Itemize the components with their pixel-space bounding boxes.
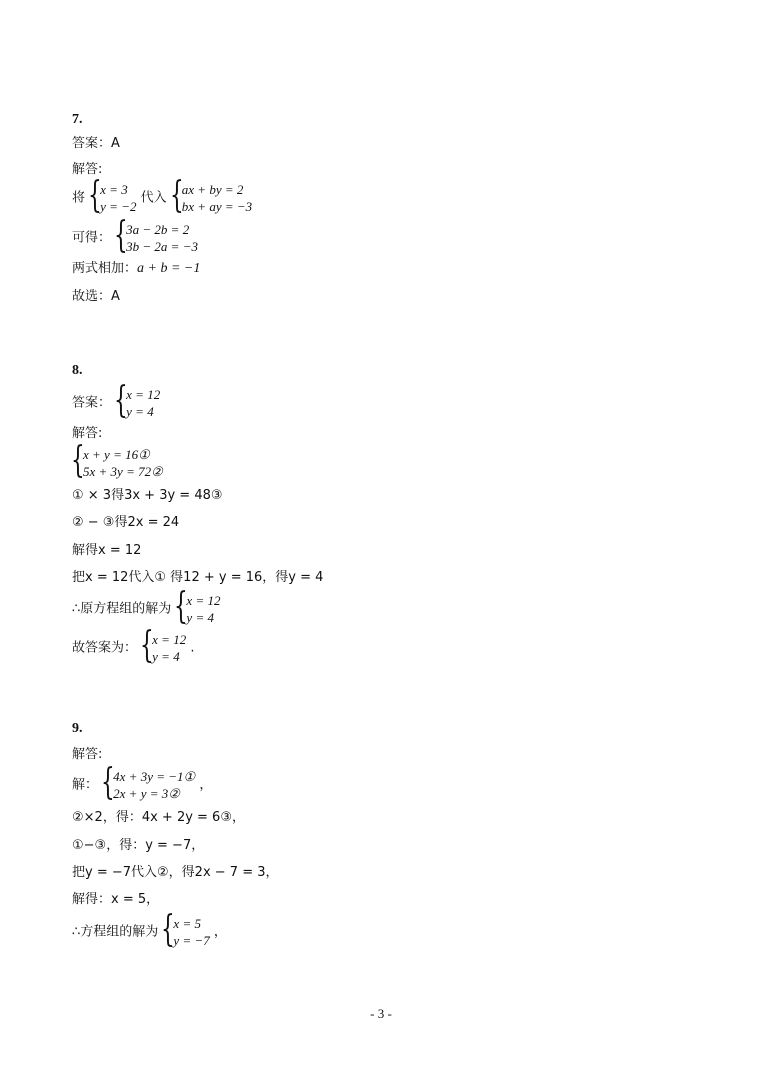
question-9-number: 9. bbox=[72, 721, 83, 736]
q9-step-3: 把y = −7代入②，得2x − 7 = 3， bbox=[72, 865, 279, 880]
q9-conclusion-prefix: ∴方程组的解为 bbox=[72, 924, 159, 940]
system-row: x = 12 bbox=[186, 593, 221, 608]
q7-result-prefix: 可得： bbox=[72, 230, 112, 246]
brace-icon: { bbox=[114, 380, 128, 421]
system-row: x = 12 bbox=[126, 387, 161, 402]
system-row: 3b − 2a = −3 bbox=[126, 239, 198, 254]
q7-sub-system bbox=[88, 175, 137, 216]
q7-sum-line bbox=[72, 261, 200, 277]
q9-conclusion-system bbox=[161, 909, 210, 950]
q8-answer-line bbox=[72, 380, 161, 421]
q7-sum-prefix: 两式相加： bbox=[72, 261, 138, 276]
system-row: y = −2 bbox=[100, 199, 137, 214]
system-row: x = 5 bbox=[173, 916, 201, 931]
q7-choice: 故选：A bbox=[72, 289, 120, 304]
system-row: y = 4 bbox=[152, 649, 180, 664]
system-row: y = 4 bbox=[126, 404, 154, 419]
system-row: ax + by = 2 bbox=[181, 182, 244, 197]
q9-solution-label: 解答: bbox=[72, 747, 103, 762]
system-row: x = 12 bbox=[152, 632, 187, 647]
q9-step-4: 解得：x = 5， bbox=[72, 892, 160, 907]
q9-equation-line bbox=[72, 762, 213, 803]
q8-equation-system bbox=[71, 440, 163, 481]
q7-sum-expr: a + b = −1 bbox=[137, 261, 201, 276]
question-8-number: 8. bbox=[72, 363, 83, 378]
q8-step-4: 把x = 12代入① 得12 + y = 16，得y = 4 bbox=[72, 570, 324, 585]
brace-icon: { bbox=[71, 440, 85, 481]
q9-eq-suffix: ， bbox=[199, 777, 213, 793]
q8-final-suffix: . bbox=[190, 640, 195, 656]
q8-conclusion-system bbox=[174, 586, 221, 627]
brace-icon: { bbox=[101, 762, 115, 803]
system-row: 5x + 3y = 72② bbox=[83, 464, 163, 479]
q8-answer-prefix: 答案： bbox=[72, 395, 112, 411]
q9-step-1: ②×2，得：4x + 2y = 6③， bbox=[72, 810, 245, 825]
q8-final-prefix: 故答案为： bbox=[72, 640, 138, 656]
q8-final-line bbox=[72, 625, 195, 666]
system-row: 2x + y = 3② bbox=[113, 786, 180, 801]
q8-conclusion-line bbox=[72, 586, 221, 627]
system-row: 4x + 3y = −1① bbox=[113, 769, 196, 784]
q9-step-2: ①−③，得：y = −7， bbox=[72, 838, 205, 853]
question-7-number: 7. bbox=[72, 112, 83, 127]
q7-substitution-line bbox=[72, 175, 253, 216]
page-number: - 3 - bbox=[370, 1006, 392, 1021]
q8-conclusion-prefix: ∴原方程组的解为 bbox=[72, 601, 172, 617]
q9-equation-system bbox=[101, 762, 196, 803]
q9-sol-prefix: 解： bbox=[72, 777, 99, 793]
system-row: x = 3 bbox=[100, 182, 128, 197]
q7-result-line bbox=[72, 215, 198, 256]
system-row: 3a − 2b = 2 bbox=[126, 222, 190, 237]
q9-conclusion-suffix: ， bbox=[213, 924, 227, 940]
q7-answer: 答案：A bbox=[72, 136, 120, 151]
q8-answer-system bbox=[114, 380, 161, 421]
brace-icon: { bbox=[114, 215, 128, 256]
brace-icon: { bbox=[140, 625, 154, 666]
q8-solution-label: 解答: bbox=[72, 426, 103, 441]
system-row: bx + ay = −3 bbox=[181, 199, 253, 214]
brace-icon: { bbox=[169, 175, 184, 216]
q7-target-system bbox=[169, 175, 253, 216]
system-row: y = 4 bbox=[186, 610, 214, 625]
system-row: y = −7 bbox=[173, 933, 210, 948]
brace-icon: { bbox=[88, 175, 102, 216]
q8-step-3: 解得x = 12 bbox=[72, 543, 142, 558]
brace-icon: { bbox=[161, 909, 176, 950]
q8-equation-system-line bbox=[71, 440, 163, 481]
q7-sub-prefix: 将 bbox=[72, 190, 86, 206]
q9-conclusion-line bbox=[72, 909, 227, 950]
q7-result-system bbox=[114, 215, 198, 256]
q7-solution-label: 解答: bbox=[72, 162, 103, 177]
q8-step-2: ② − ③得2x = 24 bbox=[72, 515, 180, 530]
q8-step-1: ① × 3得3x + 3y = 48③ bbox=[72, 488, 223, 503]
system-row: x + y = 16① bbox=[83, 447, 150, 462]
q7-sub-mid: 代入 bbox=[140, 190, 167, 206]
brace-icon: { bbox=[174, 586, 189, 627]
q8-final-system bbox=[140, 625, 187, 666]
